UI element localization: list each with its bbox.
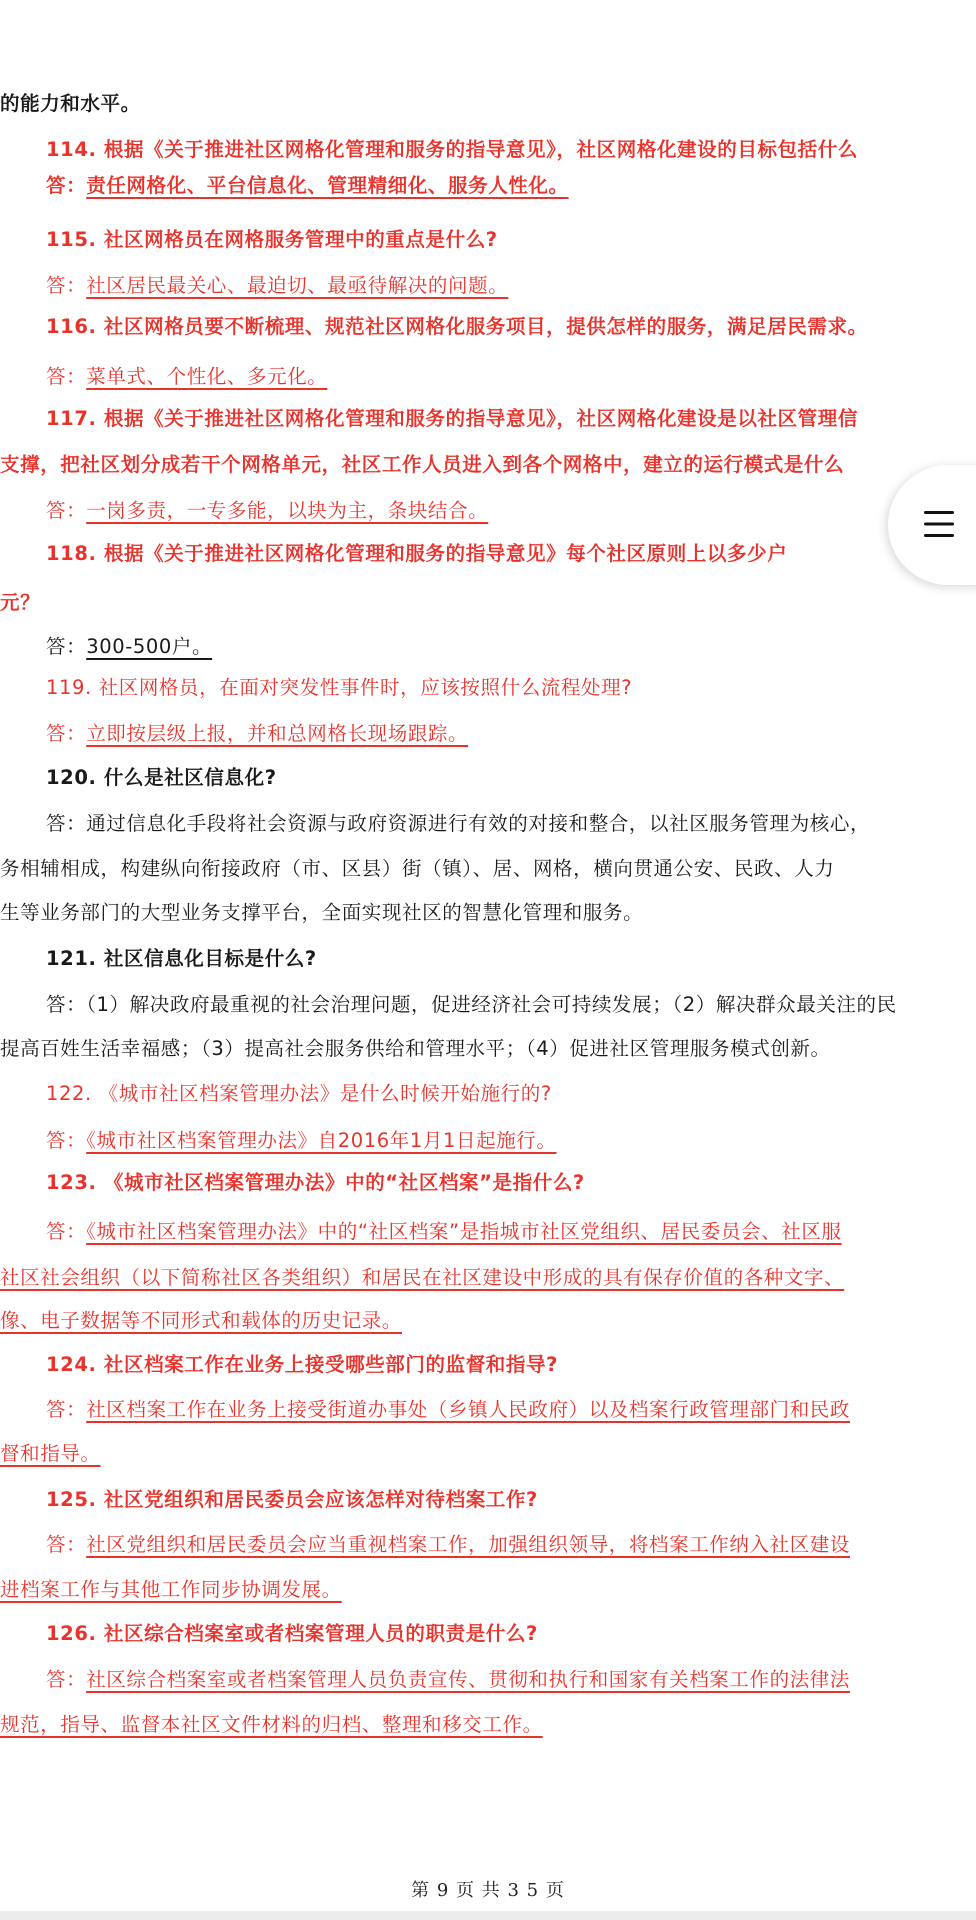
answer-126 — [46, 1666, 850, 1694]
answer-125-cont: 进档案工作与其他工作同步协调发展。 — [0, 1578, 342, 1601]
question-115: 115. 社区网格员在网格服务管理中的重点是什么? — [46, 228, 498, 251]
answer-label: 答： — [46, 1398, 87, 1421]
question-116: 116. 社区网格员要不断梳理、规范社区网格化服务项目，提供怎样的服务，满足居民需求。 — [46, 315, 868, 338]
page-number-footer: 第 9 页 共 3 5 页 — [411, 1880, 565, 1901]
answer-label: 答： — [46, 1533, 87, 1556]
answer-text: 社区党组织和居民委员会应当重视档案工作，加强组织领导，将档案工作纳入社区建设 — [86, 1533, 851, 1556]
answer-text: 社区综合档案室或者档案管理人员负责宣传、贯彻和执行和国家有关档案工作的法律法 — [86, 1668, 851, 1691]
answer-116 — [46, 363, 327, 391]
question-120: 120. 什么是社区信息化? — [46, 766, 277, 789]
answer-text: 《城市社区档案管理办法》自2016年1月1日起施行。 — [86, 1129, 557, 1152]
answer-120-cont: 务相辅相成，构建纵向衔接政府（市、区县）街（镇）、居、网格，横向贯通公安、民政、人力 — [0, 857, 835, 880]
answer-123-cont: 社区社会组织（以下简称社区各类组织）和居民在社区建设中形成的具有保存价值的各种文字、 — [0, 1266, 845, 1289]
answer-text: 立即按层级上报，并和总网格长现场跟踪。 — [86, 722, 469, 745]
answer-119 — [46, 720, 468, 748]
answer-text: 责任网格化、平台信息化、管理精细化、服务人性化。 — [86, 174, 569, 197]
question-118-cont: 元？ — [0, 591, 41, 614]
answer-label: 答： — [46, 274, 87, 297]
question-119: 119. 社区网格员，在面对突发性事件时，应该按照什么流程处理? — [46, 676, 633, 699]
answer-label: 答： — [46, 499, 87, 522]
answer-text: 社区居民最关心、最迫切、最亟待解决的问题。 — [86, 274, 509, 297]
question-126: 126. 社区综合档案室或者档案管理人员的职责是什么? — [46, 1622, 538, 1645]
answer-text: 菜单式、个性化、多元化。 — [86, 365, 328, 388]
answer-text: 《城市社区档案管理办法》中的“社区档案”是指城市社区党组织、居民委员会、社区服 — [86, 1220, 842, 1243]
question-118: 118. 根据《关于推进社区网格化管理和服务的指导意见》每个社区原则上以多少户 — [46, 542, 788, 565]
answer-124 — [46, 1396, 850, 1424]
answer-123 — [46, 1218, 842, 1246]
question-114: 114. 根据《关于推进社区网格化管理和服务的指导意见》，社区网格化建设的目标包括什么 — [46, 138, 858, 161]
answer-118 — [46, 633, 212, 661]
answer-117 — [46, 497, 488, 525]
answer-120: 答：通过信息化手段将社会资源与政府资源进行有效的对接和整合，以社区服务管理为核心， — [46, 812, 871, 835]
answer-label: 答： — [46, 722, 87, 745]
question-122: 122. 《城市社区档案管理办法》是什么时候开始施行的? — [46, 1082, 552, 1105]
question-117-cont: 支撑，把社区划分成若干个网格单元，社区工作人员进入到各个网格中，建立的运行模式是什么 — [0, 453, 845, 476]
answer-123-cont: 像、电子数据等不同形式和载体的历史记录。 — [0, 1309, 403, 1332]
answer-126-cont: 规范，指导、监督本社区文件材料的归档、整理和移交工作。 — [0, 1713, 543, 1736]
answer-122 — [46, 1127, 557, 1155]
answer-label: 答： — [46, 1220, 87, 1243]
answer-label: 答： — [46, 635, 87, 658]
answer-label: 答： — [46, 174, 87, 197]
answer-114 — [46, 172, 569, 200]
answer-125 — [46, 1531, 850, 1559]
answer-121: 答：（1）解决政府最重视的社会治理问题，促进经济社会可持续发展；（2）解决群众最关注的民 — [46, 993, 897, 1016]
hamburger-menu-icon — [924, 510, 954, 538]
answer-label: 答： — [46, 365, 87, 388]
answer-text: 社区档案工作在业务上接受街道办事处（乡镇人民政府）以及档案行政管理部门和民政 — [86, 1398, 851, 1421]
text-line: 的能力和水平。 — [0, 92, 141, 115]
answer-text: 一岗多责，一专多能，以块为主，条块结合。 — [86, 499, 489, 522]
question-124: 124. 社区档案工作在业务上接受哪些部门的监督和指导? — [46, 1353, 559, 1376]
answer-label: 答： — [46, 1129, 87, 1152]
answer-124-cont: 督和指导。 — [0, 1442, 101, 1465]
bottom-divider — [0, 1911, 976, 1920]
question-117: 117. 根据《关于推进社区网格化管理和服务的指导意见》，社区网格化建设是以社区管理信 — [46, 407, 858, 430]
question-123: 123. 《城市社区档案管理办法》中的“社区档案”是指什么? — [46, 1171, 585, 1194]
answer-121-cont: 提高百姓生活幸福感；（3）提高社会服务供给和管理水平；（4）促进社区管理服务模式创新。 — [0, 1037, 831, 1060]
question-125: 125. 社区党组织和居民委员会应该怎样对待档案工作? — [46, 1488, 538, 1511]
answer-115 — [46, 272, 508, 300]
answer-120-cont: 生等业务部门的大型业务支撑平台，全面实现社区的智慧化管理和服务。 — [0, 901, 644, 924]
menu-button[interactable] — [888, 465, 976, 585]
question-121: 121. 社区信息化目标是什么? — [46, 947, 317, 970]
answer-text: 300-500户。 — [86, 635, 213, 658]
answer-label: 答： — [46, 1668, 87, 1691]
